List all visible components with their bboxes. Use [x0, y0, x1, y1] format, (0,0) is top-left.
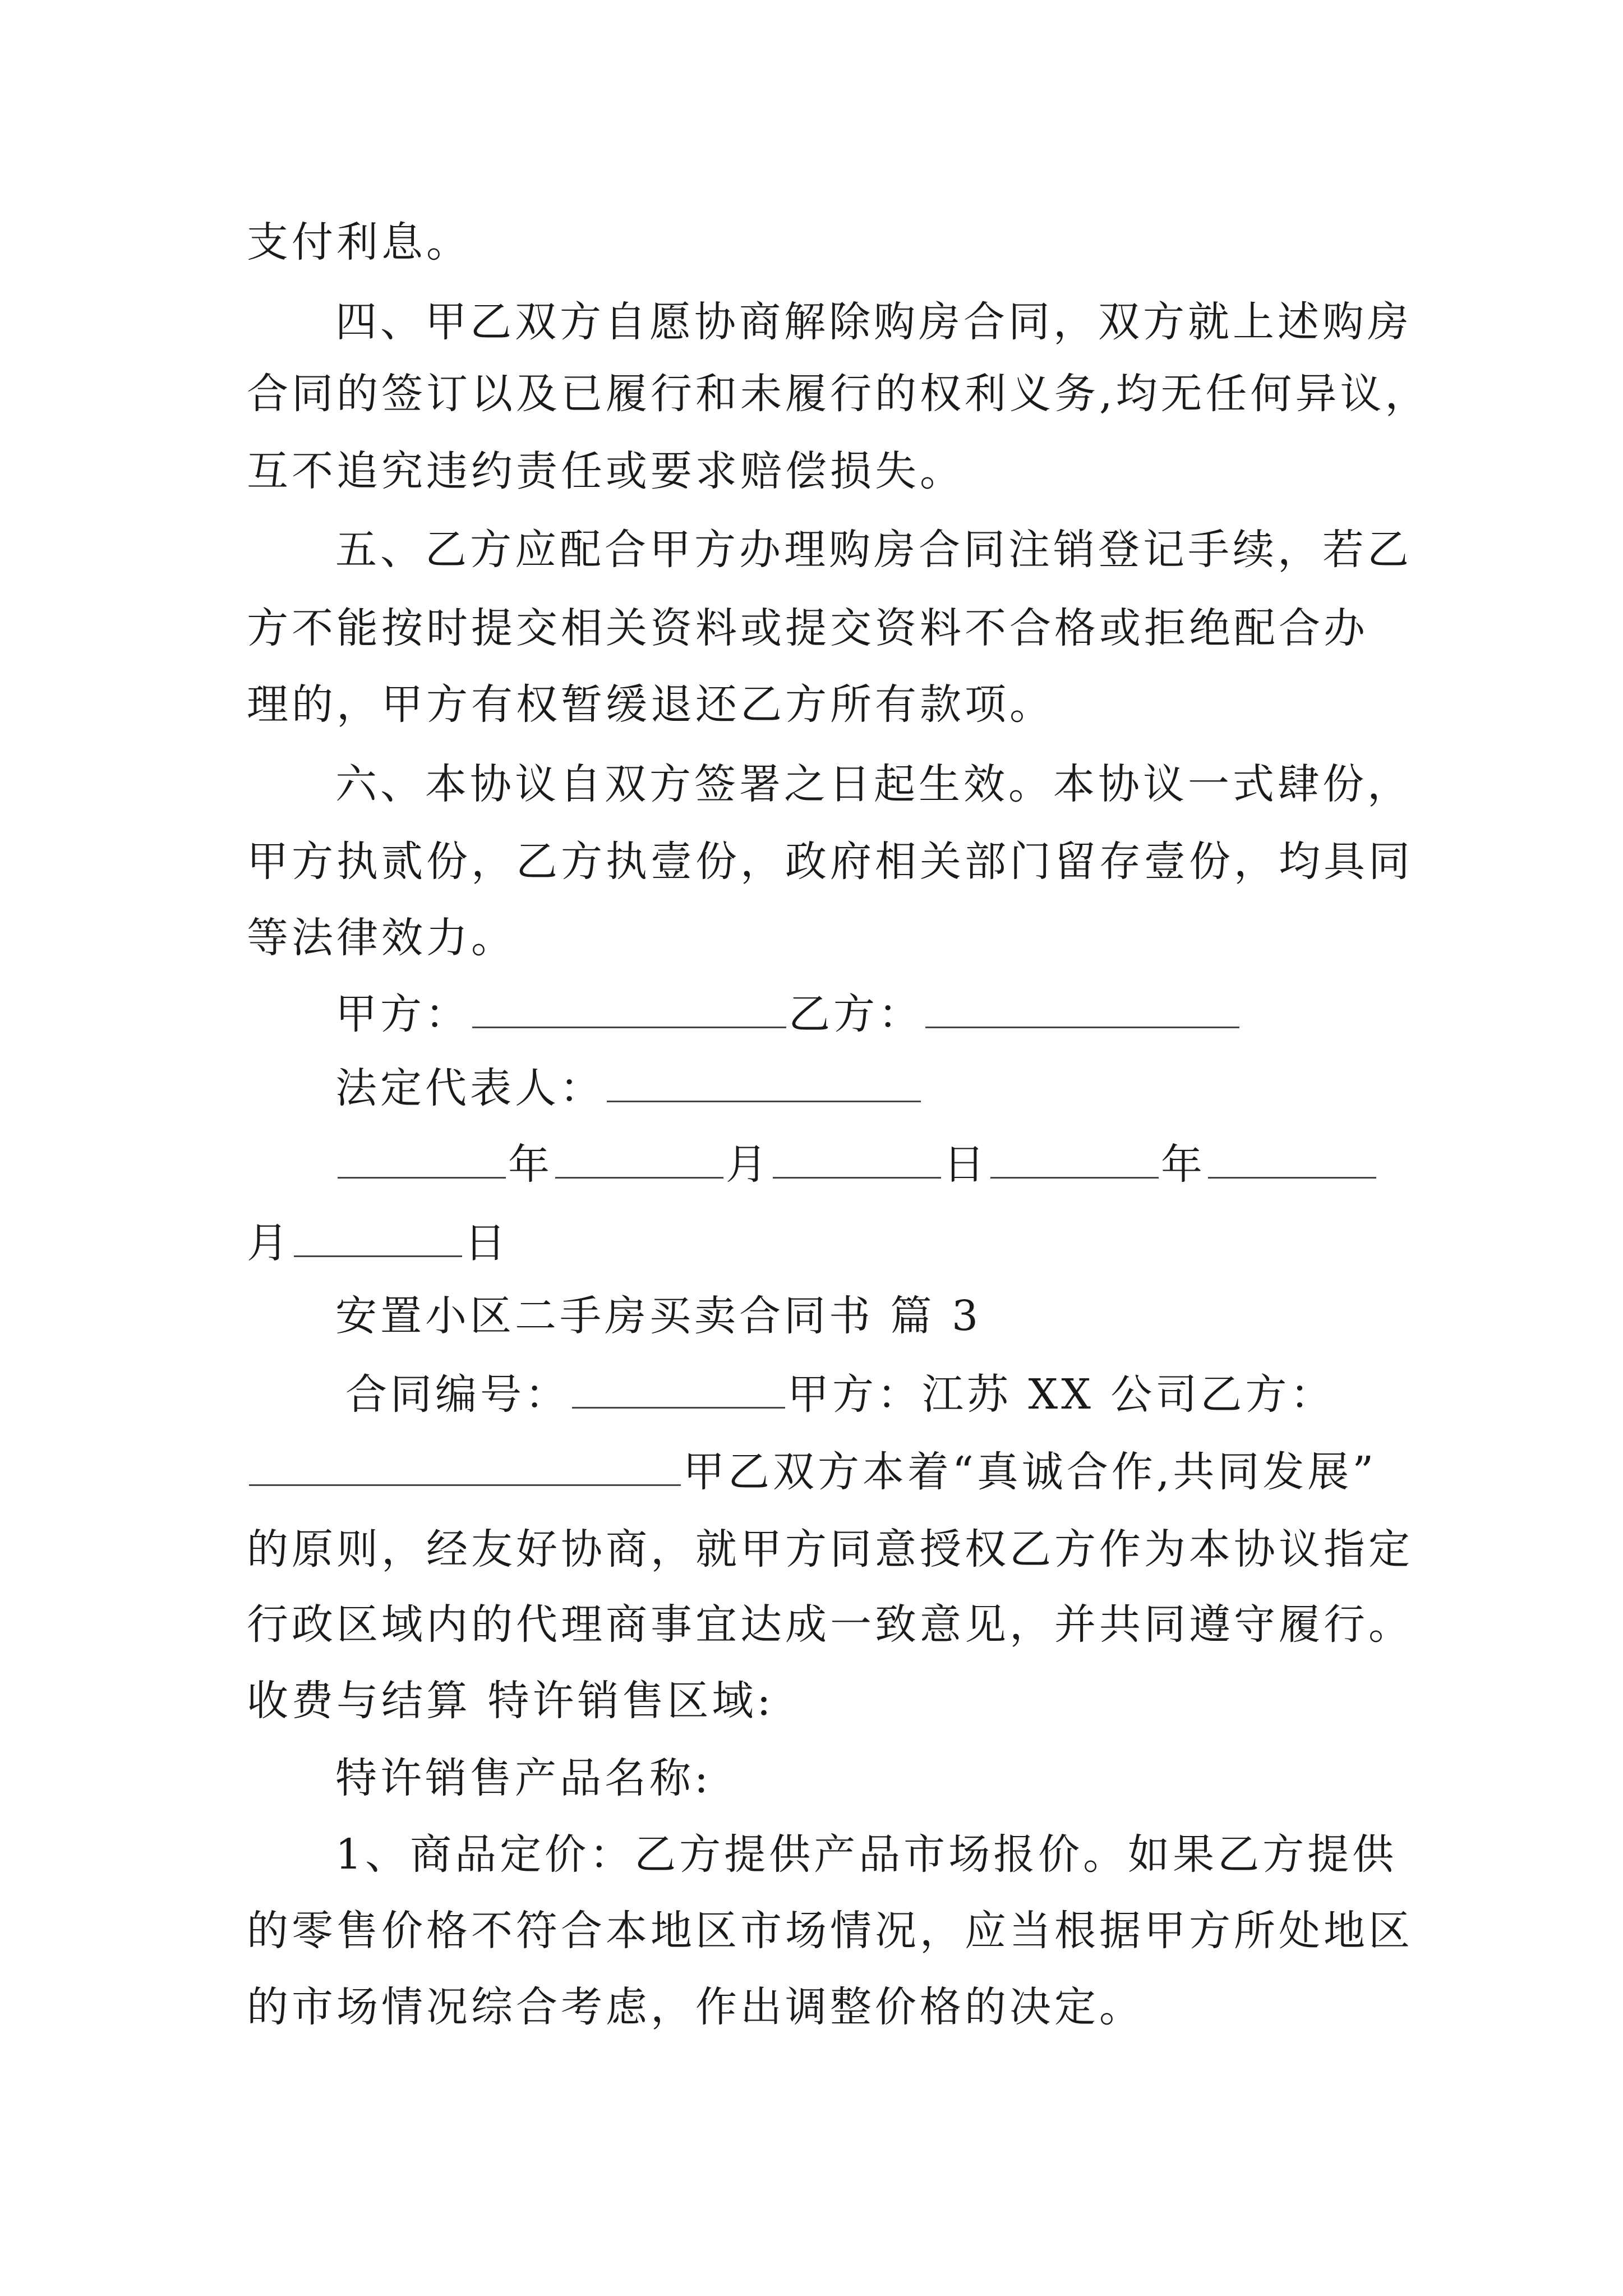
- paragraph-line: 行政区域内的代理商事宜达成一致意见，并共同遵守履行。: [247, 1600, 1413, 1649]
- contract-no-label: 合同编号：: [345, 1370, 570, 1419]
- month-blank: [555, 1142, 723, 1179]
- paragraph-line: 特许销售产品名称:: [335, 1754, 712, 1802]
- party-a-label: 甲方：: [335, 990, 470, 1038]
- signature-line-parties: [335, 986, 1242, 1042]
- party-a-blank: [472, 992, 786, 1028]
- paragraph-line: 的原则，经友好协商，就甲方同意授权乙方作为本协议指定: [247, 1525, 1413, 1573]
- paragraph-line: 五、乙方应配合甲方办理购房合同注销登记手续，若乙: [335, 526, 1412, 574]
- day-label: 日: [943, 1140, 988, 1189]
- paragraph-line: 1、商品定价：乙方提供产品市场报价。如果乙方提供: [335, 1830, 1398, 1879]
- party-a-inline: 甲方：江苏 XX 公司乙方：: [787, 1370, 1335, 1419]
- year-label: 年: [508, 1140, 553, 1189]
- section-title: 安置小区二手房买卖合同书 篇 3: [335, 1292, 982, 1340]
- day-blank: [773, 1142, 941, 1179]
- year-label-2: 年: [1161, 1140, 1206, 1189]
- contract-number-line: [345, 1366, 1335, 1423]
- legal-rep-label: 法定代表人：: [335, 1064, 605, 1112]
- paragraph-line: 理的，甲方有权暂缓退还乙方所有款项。: [247, 680, 1054, 729]
- paragraph-line: 支付利息。: [247, 218, 471, 266]
- paragraph-line: 的市场情况综合考虑，作出调整价格的决定。: [247, 1983, 1144, 2031]
- day-label-2: 日: [464, 1219, 509, 1267]
- party-b-blank-inline: [249, 1450, 681, 1486]
- paragraph-line: 互不追究违约责任或要求赔偿损失。: [247, 447, 965, 495]
- year-blank-2: [990, 1142, 1159, 1179]
- paragraph-line: 方不能按时提交相关资料或提交资料不合格或拒绝配合办: [247, 604, 1368, 652]
- year-blank: [338, 1142, 506, 1179]
- month-label-2: 月: [247, 1219, 292, 1267]
- paragraph-line: 收费与结算 特许销售区域:: [247, 1677, 774, 1725]
- month-blank-2: [1208, 1142, 1376, 1179]
- paragraph-text: 甲乙双方本着“真诚合作,共同发展”: [683, 1448, 1377, 1496]
- paragraph-line: 合同的签订以及已履行和未履行的权利义务,均无任何异议，: [247, 370, 1430, 418]
- paragraph-line: 甲方执贰份，乙方执壹份，政府相关部门留存壹份，均具同: [247, 838, 1413, 886]
- month-label: 月: [726, 1140, 771, 1189]
- party-b-label: 乙方：: [789, 990, 923, 1038]
- date-line-continued: [247, 1215, 509, 1271]
- day-blank-2: [294, 1221, 462, 1257]
- paragraph-line: 的零售价格不符合本地区市场情况，应当根据甲方所处地区: [247, 1907, 1413, 1955]
- paragraph-line: 六、本协议自双方签署之日起生效。本协议一式肆份，: [335, 760, 1412, 808]
- contract-no-blank: [572, 1372, 785, 1409]
- date-line: [335, 1137, 1378, 1193]
- party-b-blank: [925, 992, 1239, 1028]
- paragraph-line: 四、甲乙双方自愿协商解除购房合同，双方就上述购房: [335, 298, 1412, 346]
- paragraph-line: [247, 1444, 1377, 1500]
- legal-rep-blank: [607, 1066, 921, 1102]
- paragraph-line: 等法律效力。: [247, 914, 516, 962]
- signature-line-legal-rep: [335, 1060, 923, 1116]
